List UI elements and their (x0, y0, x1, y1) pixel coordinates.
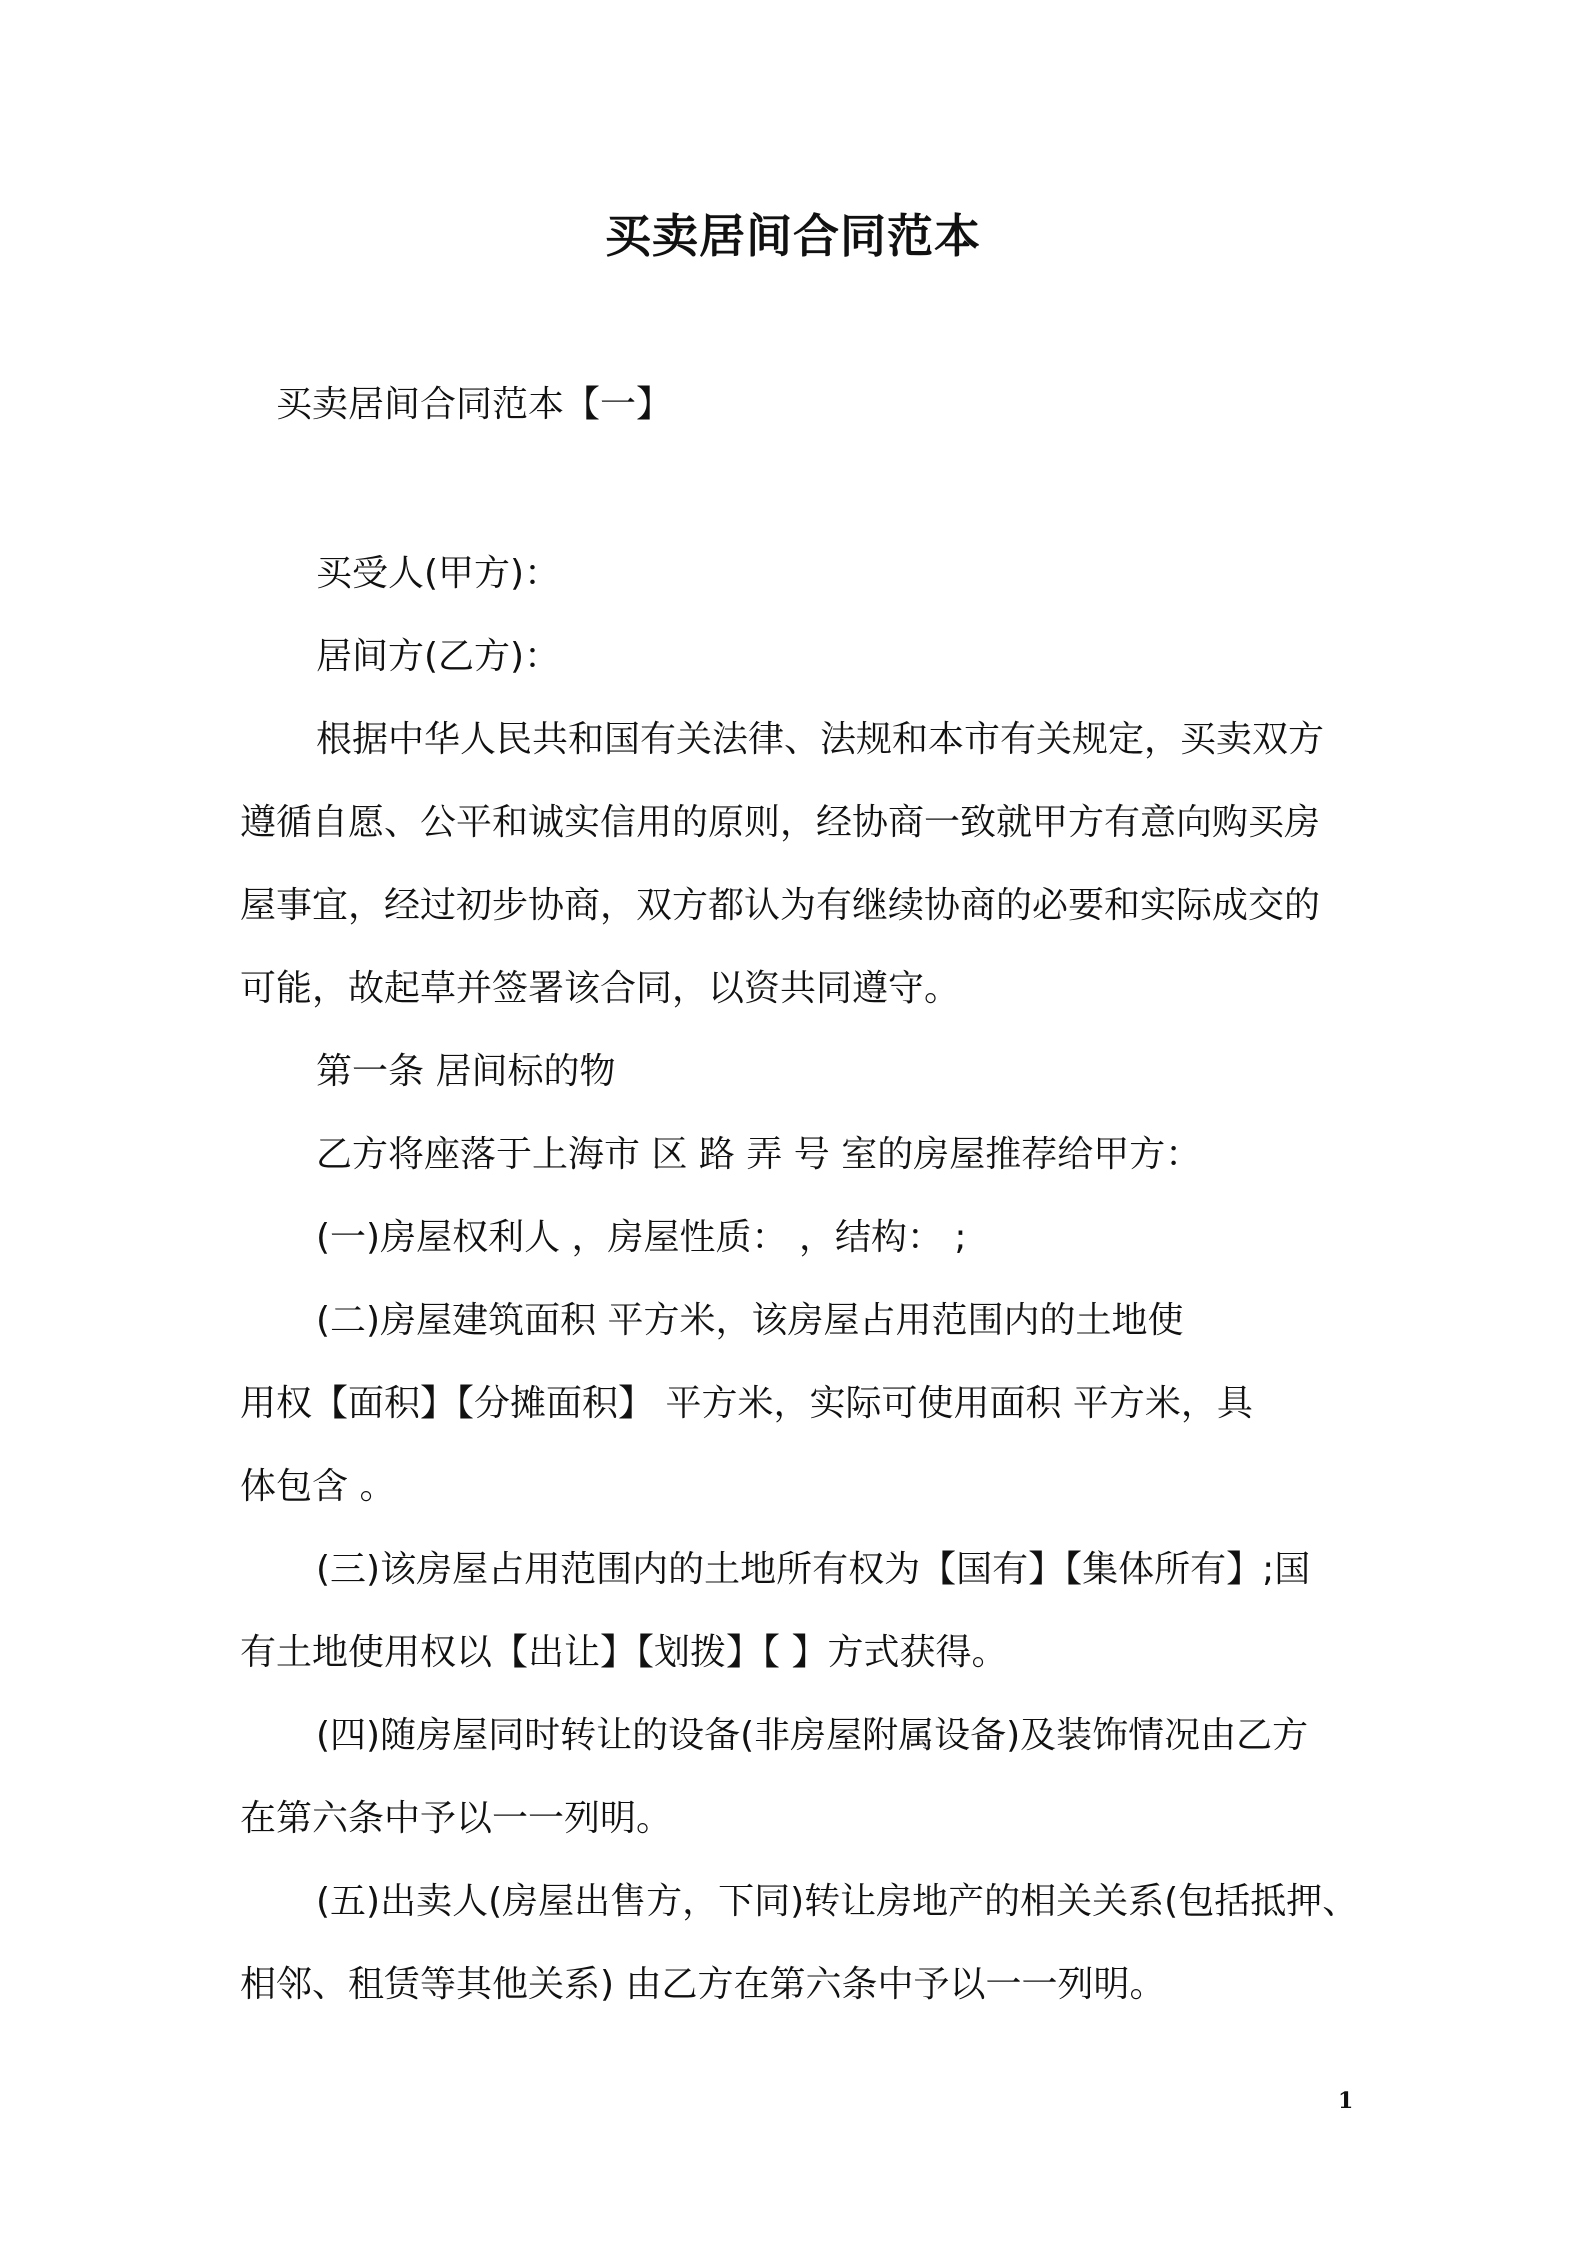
article-heading: 第一条 居间标的物 (316, 1051, 616, 1092)
document-title: 买卖居间合同范本 (605, 209, 981, 263)
preamble-line: 根据中华人民共和国有关法律、法规和本市有关规定，买卖双方 (316, 719, 1325, 760)
property-location-line: 乙方将座落于上海市 区 路 弄 号 室的房屋推荐给甲方： (316, 1134, 1202, 1175)
clause-line: (一)房屋权利人 ，房屋性质： ，结构： ; (316, 1217, 967, 1258)
intermediary-line: 居间方(乙方)： (316, 636, 561, 677)
page-number: 1 (1338, 2088, 1354, 2114)
preamble-line: 可能，故起草并签署该合同，以资共同遵守。 (240, 968, 961, 1009)
contract-body (240, 532, 1360, 2026)
buyer-line: 买受人(甲方)： (316, 553, 561, 594)
clause-line: (四)随房屋同时转让的设备(非房屋附属设备)及装饰情况由乙方 (316, 1715, 1309, 1756)
clause-line: (二)房屋建筑面积 平方米，该房屋占用范围内的土地使 (316, 1300, 1184, 1341)
section-heading: 买卖居间合同范本【一】 (276, 384, 673, 425)
clause-line: 在第六条中予以一一列明。 (240, 1798, 673, 1839)
clause-line: 用权【面积】【分摊面积】 平方米，实际可使用面积 平方米，具 (240, 1383, 1253, 1424)
preamble-line: 屋事宜，经过初步协商，双方都认为有继续协商的必要和实际成交的 (240, 885, 1321, 926)
preamble-line: 遵循自愿、公平和诚实信用的原则，经协商一致就甲方有意向购买房 (240, 802, 1321, 843)
clause-line: 相邻、租赁等其他关系) 由乙方在第六条中予以一一列明。 (240, 1964, 1166, 2005)
clause-line: (五)出卖人(房屋出售方，下同)转让房地产的相关关系(包括抵押、 (316, 1881, 1359, 1922)
clause-line: (三)该房屋占用范围内的土地所有权为【国有】【集体所有】;国 (316, 1549, 1311, 1590)
clause-line: 体包含 。 (240, 1466, 396, 1507)
clause-line: 有土地使用权以【出让】【划拨】【 】方式获得。 (240, 1632, 1008, 1673)
